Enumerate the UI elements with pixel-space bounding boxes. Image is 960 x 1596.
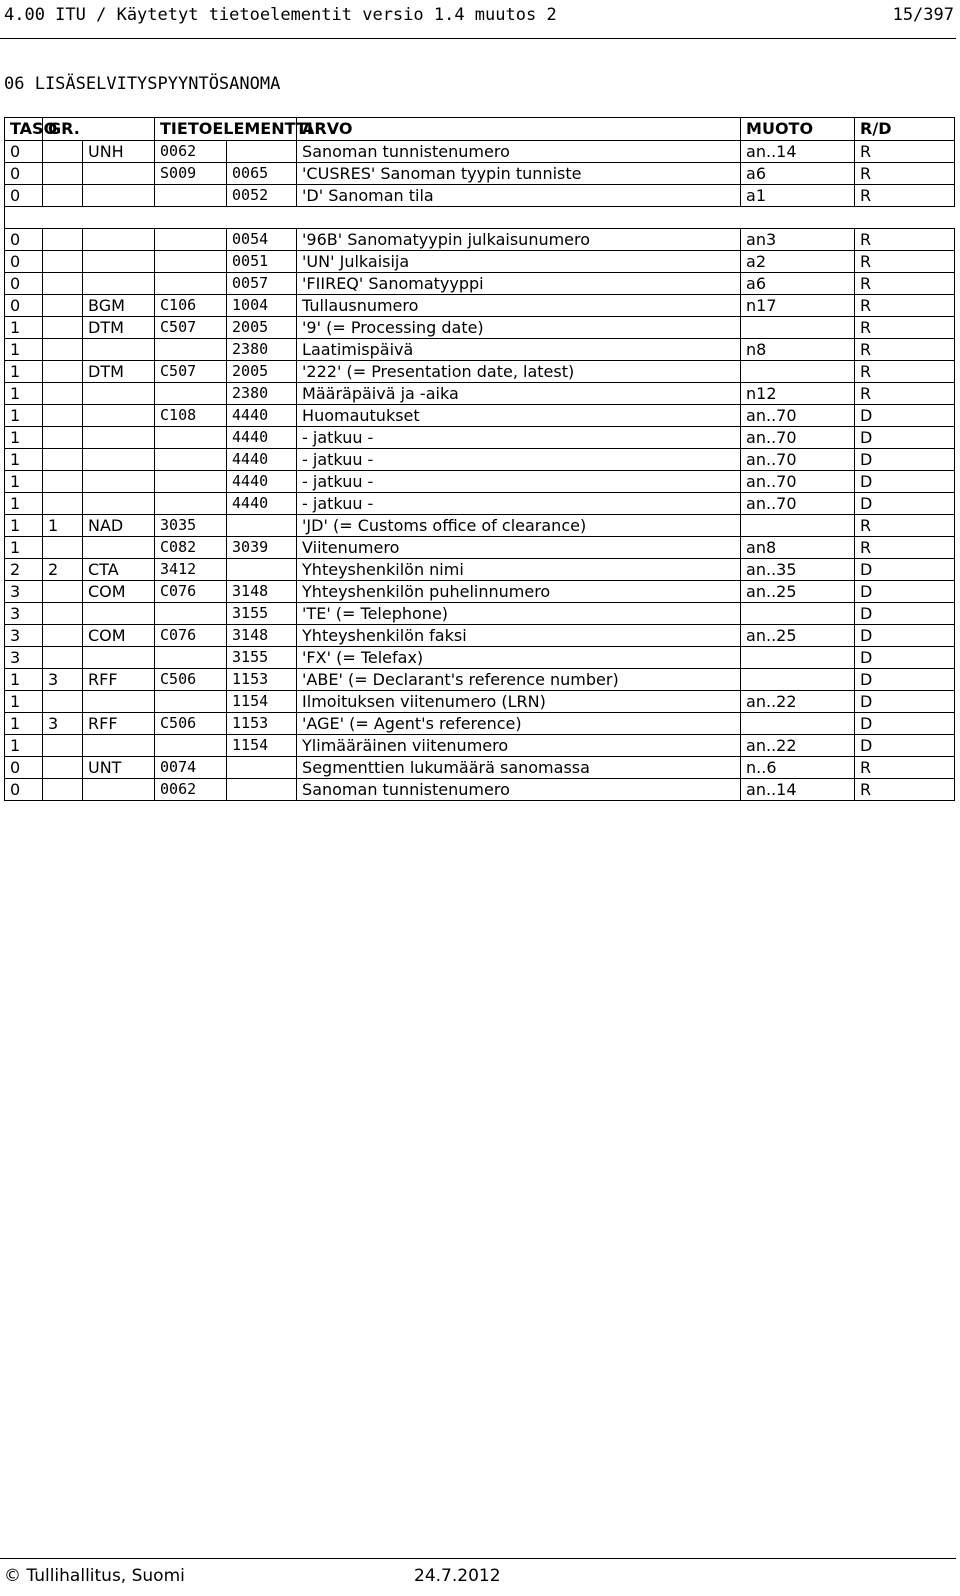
- cell-value: - jatkuu -: [297, 493, 741, 515]
- table-body: [5, 141, 955, 801]
- cell-element: [155, 273, 227, 295]
- cell-requirement: D: [855, 691, 955, 713]
- cell-group: [43, 493, 83, 515]
- cell-element: [155, 383, 227, 405]
- cell-taso: 1: [5, 449, 43, 471]
- cell-group: [43, 229, 83, 251]
- cell-taso: 1: [5, 515, 43, 537]
- cell-element: [155, 251, 227, 273]
- cell-group: 3: [43, 669, 83, 691]
- cell-format: [741, 713, 855, 735]
- cell-requirement: R: [855, 295, 955, 317]
- cell-group: [43, 603, 83, 625]
- cell-segment: [83, 471, 155, 493]
- spacer-cell: [227, 207, 297, 229]
- cell-format: an..70: [741, 449, 855, 471]
- cell-segment: [83, 339, 155, 361]
- cell-element: [155, 185, 227, 207]
- cell-subelement: [227, 515, 297, 537]
- cell-taso: 3: [5, 581, 43, 603]
- cell-segment: COM: [83, 625, 155, 647]
- cell-taso: 1: [5, 405, 43, 427]
- cell-value: - jatkuu -: [297, 471, 741, 493]
- cell-segment: [83, 537, 155, 559]
- cell-element: [155, 603, 227, 625]
- cell-element: 0074: [155, 757, 227, 779]
- cell-requirement: R: [855, 515, 955, 537]
- table-row: [5, 449, 955, 471]
- cell-group: [43, 273, 83, 295]
- cell-subelement: 3148: [227, 625, 297, 647]
- cell-value: '9' (= Processing date): [297, 317, 741, 339]
- header-tietoelementti: TIETOELEMENTTI: [155, 118, 297, 141]
- cell-taso: 1: [5, 537, 43, 559]
- cell-requirement: R: [855, 361, 955, 383]
- cell-element: [155, 647, 227, 669]
- cell-element: C507: [155, 361, 227, 383]
- cell-element: [155, 735, 227, 757]
- table-row: [5, 163, 955, 185]
- cell-subelement: 2380: [227, 339, 297, 361]
- cell-taso: 3: [5, 647, 43, 669]
- cell-group: [43, 163, 83, 185]
- cell-group: [43, 361, 83, 383]
- cell-format: [741, 317, 855, 339]
- cell-requirement: D: [855, 625, 955, 647]
- cell-requirement: R: [855, 757, 955, 779]
- cell-requirement: R: [855, 185, 955, 207]
- cell-element: [155, 229, 227, 251]
- table-row: [5, 405, 955, 427]
- table-row: [5, 339, 955, 361]
- table-row: [5, 141, 955, 163]
- table-row: [5, 493, 955, 515]
- cell-taso: 1: [5, 339, 43, 361]
- cell-segment: DTM: [83, 317, 155, 339]
- cell-segment: BGM: [83, 295, 155, 317]
- cell-group: [43, 537, 83, 559]
- cell-group: [43, 185, 83, 207]
- cell-value: - jatkuu -: [297, 449, 741, 471]
- cell-value: '96B' Sanomatyypin julkaisunumero: [297, 229, 741, 251]
- table-row: [5, 361, 955, 383]
- cell-element: C507: [155, 317, 227, 339]
- table-row: [5, 559, 955, 581]
- cell-subelement: [227, 757, 297, 779]
- cell-segment: COM: [83, 581, 155, 603]
- cell-requirement: D: [855, 405, 955, 427]
- cell-element: [155, 493, 227, 515]
- cell-element: 3412: [155, 559, 227, 581]
- cell-segment: [83, 185, 155, 207]
- cell-subelement: 0057: [227, 273, 297, 295]
- header-taso: TASO: [5, 118, 43, 141]
- cell-element: [155, 339, 227, 361]
- cell-value: Yhteyshenkilön faksi: [297, 625, 741, 647]
- cell-group: [43, 779, 83, 801]
- cell-value: Yhteyshenkilön nimi: [297, 559, 741, 581]
- cell-group: [43, 339, 83, 361]
- cell-format: an..25: [741, 625, 855, 647]
- cell-element: C076: [155, 581, 227, 603]
- cell-subelement: 3039: [227, 537, 297, 559]
- cell-requirement: D: [855, 559, 955, 581]
- cell-format: [741, 361, 855, 383]
- cell-requirement: R: [855, 779, 955, 801]
- cell-format: an..25: [741, 581, 855, 603]
- spacer-cell: [741, 207, 855, 229]
- cell-segment: [83, 779, 155, 801]
- table-row: [5, 251, 955, 273]
- cell-value: Ilmoituksen viitenumero (LRN): [297, 691, 741, 713]
- cell-group: 2: [43, 559, 83, 581]
- spacer-cell: [297, 207, 741, 229]
- cell-group: [43, 757, 83, 779]
- table-row: [5, 713, 955, 735]
- cell-taso: 1: [5, 713, 43, 735]
- spacer-cell: [43, 207, 83, 229]
- cell-segment: [83, 405, 155, 427]
- cell-requirement: D: [855, 449, 955, 471]
- cell-format: an..70: [741, 427, 855, 449]
- cell-segment: [83, 229, 155, 251]
- cell-segment: [83, 647, 155, 669]
- cell-group: 1: [43, 515, 83, 537]
- cell-element: [155, 449, 227, 471]
- cell-value: 'AGE' (= Agent's reference): [297, 713, 741, 735]
- cell-subelement: 4440: [227, 405, 297, 427]
- cell-taso: 0: [5, 295, 43, 317]
- cell-format: [741, 515, 855, 537]
- cell-segment: [83, 735, 155, 757]
- table-row: [5, 757, 955, 779]
- data-element-table: [4, 117, 955, 801]
- footer-copyright: © Tullihallitus, Suomi: [4, 1566, 185, 1586]
- cell-requirement: R: [855, 339, 955, 361]
- cell-format: an..14: [741, 141, 855, 163]
- cell-format: [741, 669, 855, 691]
- cell-value: 'ABE' (= Declarant's reference number): [297, 669, 741, 691]
- cell-taso: 1: [5, 493, 43, 515]
- cell-subelement: 1153: [227, 713, 297, 735]
- cell-element: 0062: [155, 141, 227, 163]
- cell-group: [43, 295, 83, 317]
- header-rd: R/D: [855, 118, 955, 141]
- page-number: 15/397: [892, 5, 954, 25]
- cell-taso: 0: [5, 779, 43, 801]
- cell-value: 'UN' Julkaisija: [297, 251, 741, 273]
- table-header-row: [5, 118, 955, 141]
- table-row: [5, 471, 955, 493]
- cell-format: an..22: [741, 735, 855, 757]
- cell-segment: UNH: [83, 141, 155, 163]
- cell-subelement: 0054: [227, 229, 297, 251]
- table-row: [5, 185, 955, 207]
- cell-value: 'CUSRES' Sanoman tyypin tunniste: [297, 163, 741, 185]
- header-gr: GR.: [43, 118, 155, 141]
- cell-subelement: 1154: [227, 691, 297, 713]
- page-footer: [4, 1562, 954, 1590]
- table-row: [5, 229, 955, 251]
- cell-group: [43, 427, 83, 449]
- cell-format: a6: [741, 163, 855, 185]
- cell-segment: CTA: [83, 559, 155, 581]
- cell-subelement: 3148: [227, 581, 297, 603]
- cell-requirement: R: [855, 141, 955, 163]
- table-row: [5, 383, 955, 405]
- cell-group: [43, 735, 83, 757]
- cell-format: an..70: [741, 405, 855, 427]
- cell-requirement: D: [855, 581, 955, 603]
- cell-requirement: D: [855, 471, 955, 493]
- cell-format: an..35: [741, 559, 855, 581]
- cell-group: 3: [43, 713, 83, 735]
- cell-subelement: 1153: [227, 669, 297, 691]
- cell-taso: 0: [5, 229, 43, 251]
- cell-group: [43, 625, 83, 647]
- cell-requirement: R: [855, 273, 955, 295]
- cell-segment: [83, 163, 155, 185]
- cell-subelement: 2005: [227, 317, 297, 339]
- table-row: [5, 735, 955, 757]
- cell-requirement: R: [855, 537, 955, 559]
- cell-value: Yhteyshenkilön puhelinnumero: [297, 581, 741, 603]
- cell-format: a2: [741, 251, 855, 273]
- cell-requirement: D: [855, 427, 955, 449]
- cell-subelement: 4440: [227, 427, 297, 449]
- cell-taso: 3: [5, 625, 43, 647]
- cell-element: S009: [155, 163, 227, 185]
- cell-requirement: R: [855, 383, 955, 405]
- cell-format: an..14: [741, 779, 855, 801]
- cell-taso: 1: [5, 427, 43, 449]
- cell-element: C082: [155, 537, 227, 559]
- cell-segment: DTM: [83, 361, 155, 383]
- cell-element: C106: [155, 295, 227, 317]
- cell-subelement: [227, 141, 297, 163]
- cell-value: Huomautukset: [297, 405, 741, 427]
- cell-element: C506: [155, 669, 227, 691]
- table-row: [5, 537, 955, 559]
- cell-value: 'D' Sanoman tila: [297, 185, 741, 207]
- cell-group: [43, 141, 83, 163]
- cell-format: a6: [741, 273, 855, 295]
- footer-divider: [0, 1558, 956, 1559]
- spacer-cell: [83, 207, 155, 229]
- cell-subelement: [227, 559, 297, 581]
- header-divider: [0, 38, 956, 39]
- cell-element: [155, 427, 227, 449]
- spacer-cell: [155, 207, 227, 229]
- cell-taso: 3: [5, 603, 43, 625]
- cell-taso: 0: [5, 251, 43, 273]
- cell-subelement: 2380: [227, 383, 297, 405]
- cell-subelement: [227, 779, 297, 801]
- cell-segment: UNT: [83, 757, 155, 779]
- cell-taso: 1: [5, 383, 43, 405]
- table-row: [5, 625, 955, 647]
- cell-element: C076: [155, 625, 227, 647]
- cell-format: an..70: [741, 493, 855, 515]
- cell-value: Määräpäivä ja -aika: [297, 383, 741, 405]
- cell-element: 3035: [155, 515, 227, 537]
- cell-segment: [83, 691, 155, 713]
- cell-value: - jatkuu -: [297, 427, 741, 449]
- cell-requirement: D: [855, 713, 955, 735]
- cell-format: an3: [741, 229, 855, 251]
- cell-value: Viitenumero: [297, 537, 741, 559]
- header-muoto: MUOTO: [741, 118, 855, 141]
- cell-segment: RFF: [83, 669, 155, 691]
- cell-requirement: R: [855, 229, 955, 251]
- cell-segment: NAD: [83, 515, 155, 537]
- cell-taso: 0: [5, 141, 43, 163]
- cell-requirement: D: [855, 603, 955, 625]
- cell-value: 'JD' (= Customs office of clearance): [297, 515, 741, 537]
- cell-segment: [83, 603, 155, 625]
- cell-group: [43, 471, 83, 493]
- cell-format: [741, 603, 855, 625]
- table-spacer-row: [5, 207, 955, 229]
- cell-format: an..22: [741, 691, 855, 713]
- cell-value: Ylimääräinen viitenumero: [297, 735, 741, 757]
- table-row: [5, 295, 955, 317]
- footer-date: 24.7.2012: [414, 1566, 501, 1586]
- cell-group: [43, 581, 83, 603]
- cell-taso: 1: [5, 361, 43, 383]
- spacer-cell: [855, 207, 955, 229]
- table-row: [5, 669, 955, 691]
- cell-taso: 1: [5, 317, 43, 339]
- cell-value: Laatimispäivä: [297, 339, 741, 361]
- cell-subelement: 0052: [227, 185, 297, 207]
- cell-group: [43, 317, 83, 339]
- cell-segment: [83, 493, 155, 515]
- cell-requirement: D: [855, 493, 955, 515]
- table-row: [5, 273, 955, 295]
- cell-taso: 0: [5, 185, 43, 207]
- cell-segment: [83, 427, 155, 449]
- cell-requirement: D: [855, 735, 955, 757]
- cell-taso: 2: [5, 559, 43, 581]
- cell-segment: [83, 383, 155, 405]
- cell-subelement: 3155: [227, 603, 297, 625]
- table-row: [5, 581, 955, 603]
- cell-requirement: D: [855, 647, 955, 669]
- cell-element: [155, 691, 227, 713]
- cell-subelement: 0065: [227, 163, 297, 185]
- cell-group: [43, 691, 83, 713]
- section-title: 06 LISÄSELVITYSPYYNTÖSANOMA: [4, 74, 281, 94]
- cell-value: '222' (= Presentation date, latest): [297, 361, 741, 383]
- table-row: [5, 647, 955, 669]
- cell-taso: 0: [5, 163, 43, 185]
- cell-group: [43, 647, 83, 669]
- cell-segment: [83, 449, 155, 471]
- cell-taso: 1: [5, 669, 43, 691]
- cell-element: C108: [155, 405, 227, 427]
- table-row: [5, 691, 955, 713]
- cell-segment: [83, 273, 155, 295]
- cell-requirement: D: [855, 669, 955, 691]
- cell-group: [43, 251, 83, 273]
- cell-format: n8: [741, 339, 855, 361]
- cell-subelement: 1154: [227, 735, 297, 757]
- cell-element: [155, 471, 227, 493]
- cell-element: C506: [155, 713, 227, 735]
- cell-subelement: 4440: [227, 449, 297, 471]
- cell-group: [43, 449, 83, 471]
- page-header: [4, 2, 954, 28]
- cell-format: [741, 647, 855, 669]
- cell-value: Sanoman tunnistenumero: [297, 779, 741, 801]
- cell-requirement: R: [855, 163, 955, 185]
- cell-segment: [83, 251, 155, 273]
- table-row: [5, 427, 955, 449]
- cell-value: 'TE' (= Telephone): [297, 603, 741, 625]
- cell-requirement: R: [855, 317, 955, 339]
- cell-subelement: 4440: [227, 493, 297, 515]
- cell-format: an..70: [741, 471, 855, 493]
- cell-value: 'FIIREQ' Sanomatyyppi: [297, 273, 741, 295]
- cell-subelement: 1004: [227, 295, 297, 317]
- header-arvo: ARVO: [297, 118, 741, 141]
- table-row: [5, 515, 955, 537]
- cell-group: [43, 405, 83, 427]
- document-title: 4.00 ITU / Käytetyt tietoelementit versio 1.4 muutos 2: [4, 5, 557, 25]
- cell-subelement: 0051: [227, 251, 297, 273]
- cell-segment: RFF: [83, 713, 155, 735]
- cell-taso: 0: [5, 757, 43, 779]
- cell-element: 0062: [155, 779, 227, 801]
- cell-taso: 1: [5, 691, 43, 713]
- cell-value: Tullausnumero: [297, 295, 741, 317]
- cell-subelement: 4440: [227, 471, 297, 493]
- cell-format: a1: [741, 185, 855, 207]
- cell-format: an8: [741, 537, 855, 559]
- cell-taso: 0: [5, 273, 43, 295]
- table-row: [5, 603, 955, 625]
- cell-format: n17: [741, 295, 855, 317]
- cell-format: n..6: [741, 757, 855, 779]
- cell-group: [43, 383, 83, 405]
- cell-value: 'FX' (= Telefax): [297, 647, 741, 669]
- cell-requirement: R: [855, 251, 955, 273]
- cell-taso: 1: [5, 735, 43, 757]
- table-row: [5, 779, 955, 801]
- cell-taso: 1: [5, 471, 43, 493]
- cell-subelement: 3155: [227, 647, 297, 669]
- cell-subelement: 2005: [227, 361, 297, 383]
- cell-value: Segmenttien lukumäärä sanomassa: [297, 757, 741, 779]
- cell-format: n12: [741, 383, 855, 405]
- cell-value: Sanoman tunnistenumero: [297, 141, 741, 163]
- spacer-cell: [5, 207, 43, 229]
- table-row: [5, 317, 955, 339]
